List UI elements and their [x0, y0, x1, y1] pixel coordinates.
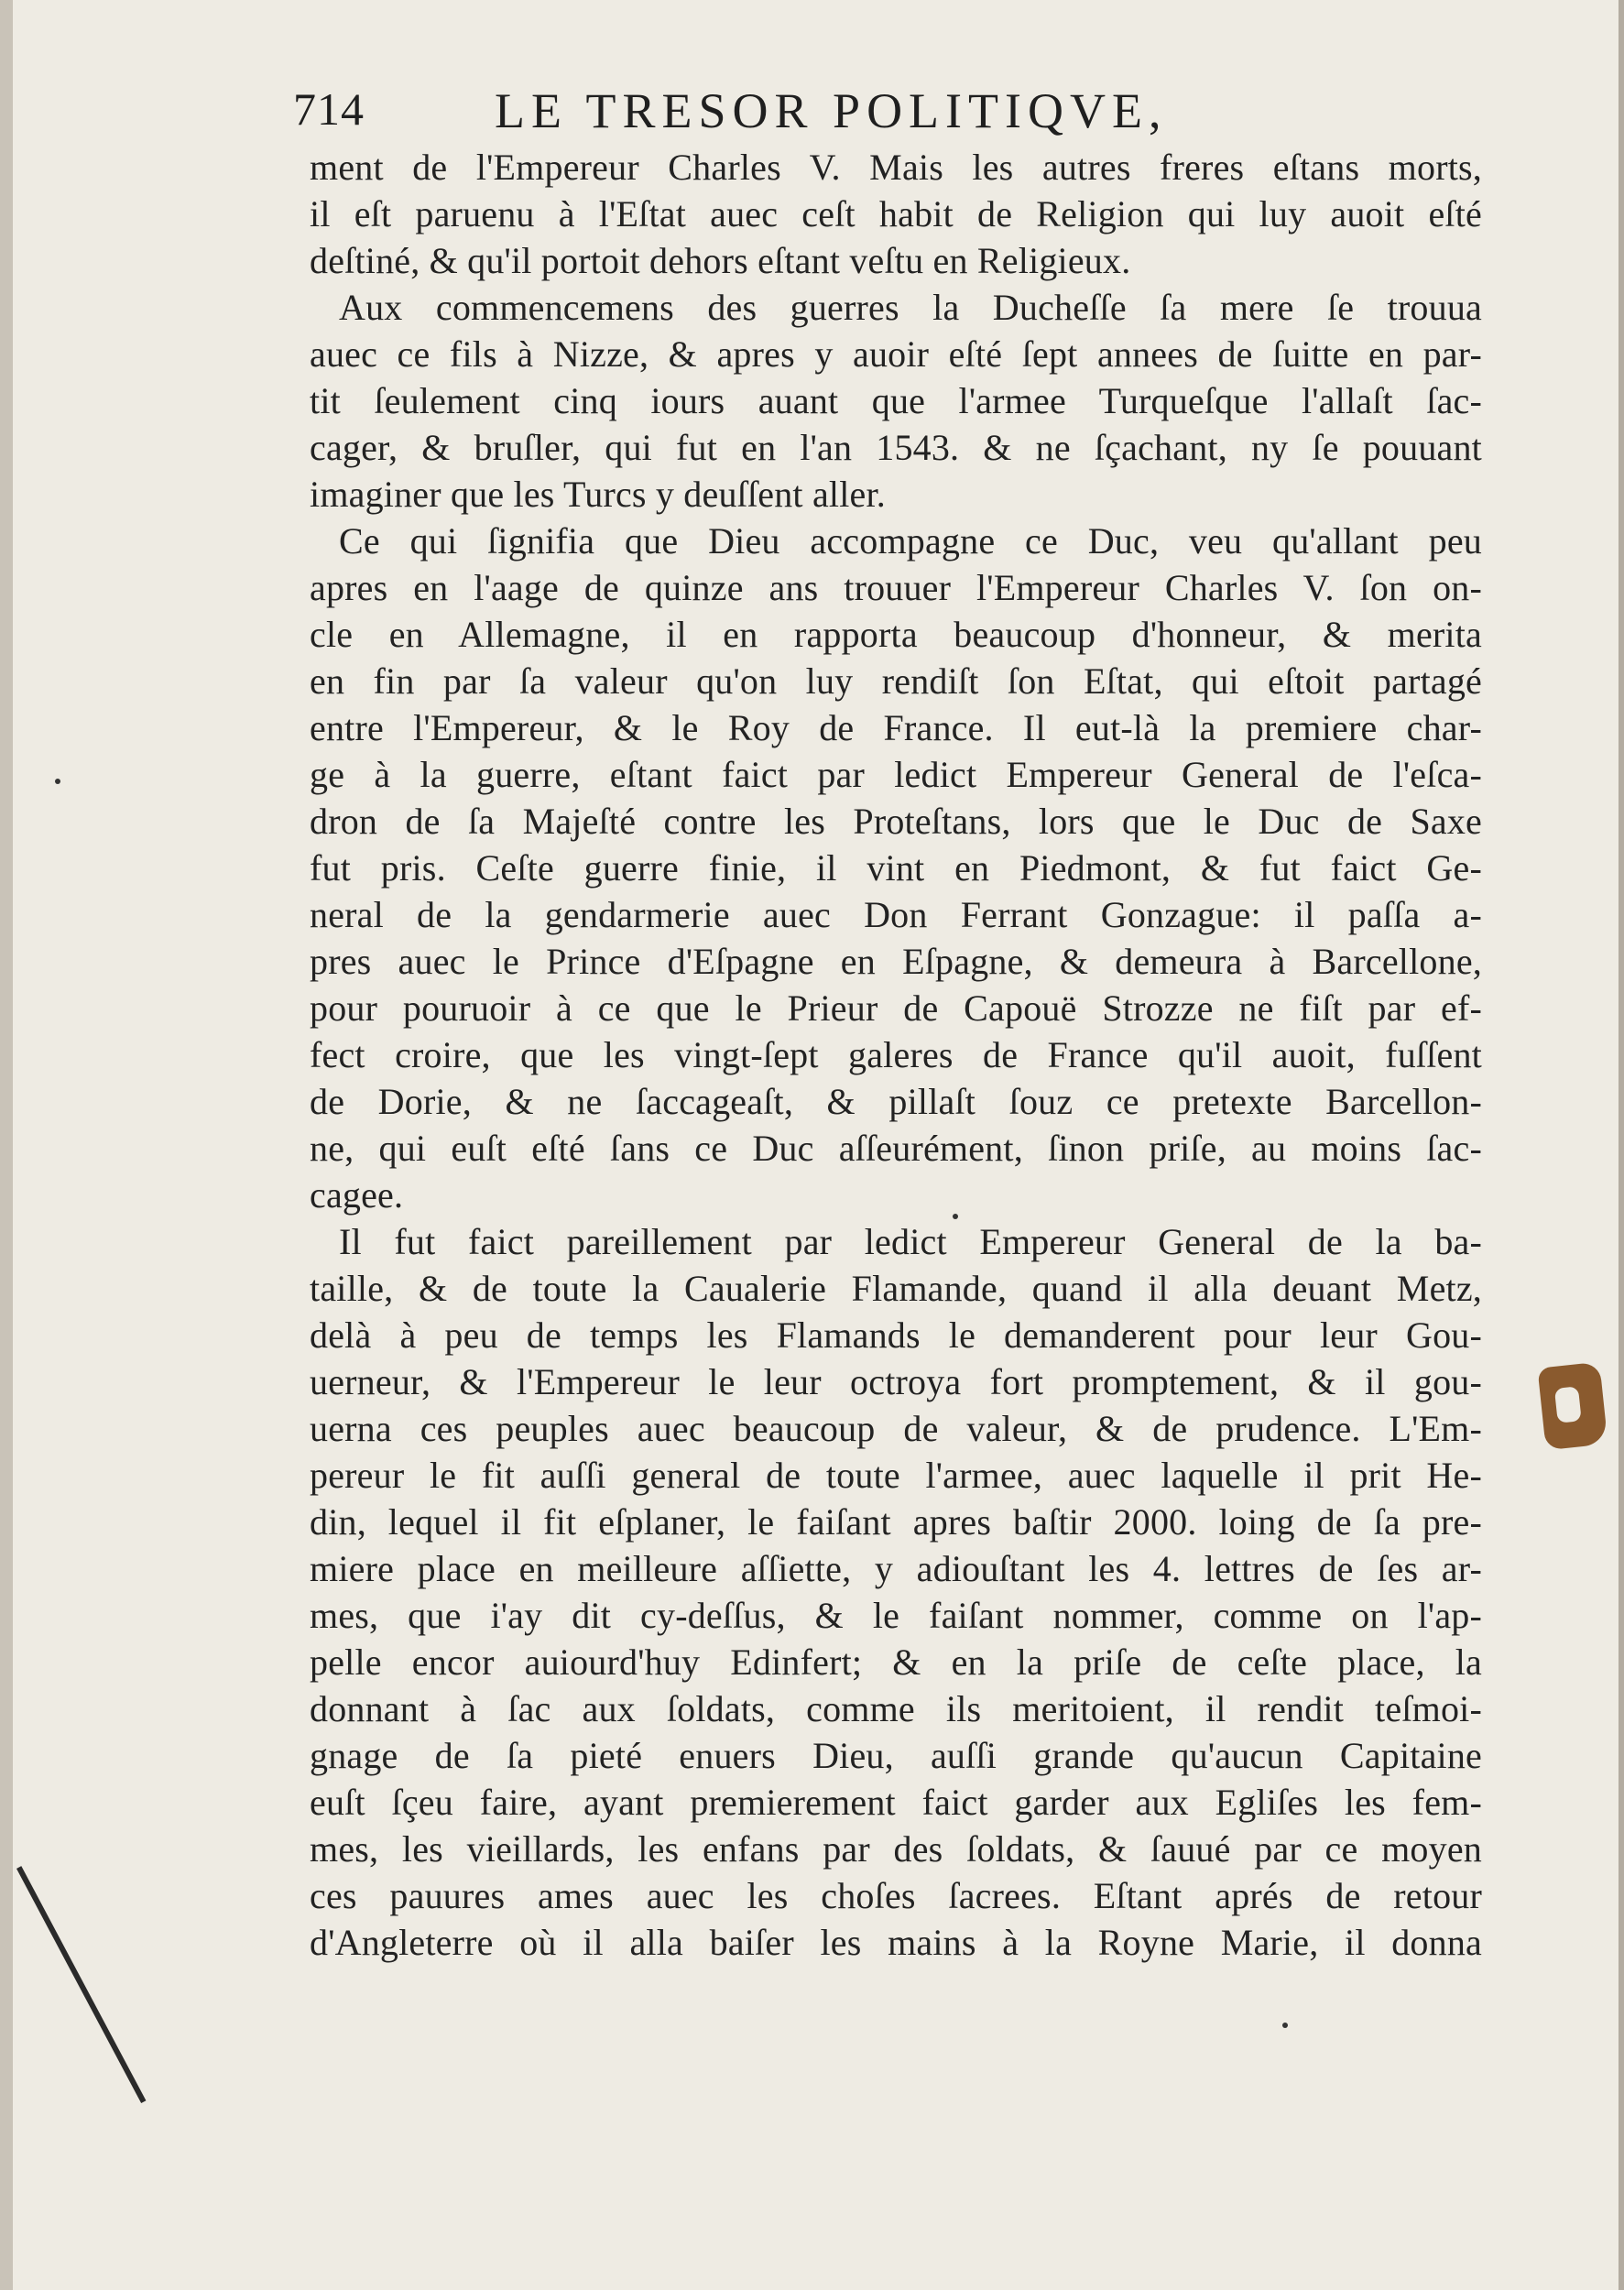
text-line: Il fut faict pareillement par ledict Empereur General de la ba-	[339, 1221, 1482, 1262]
text-line: ne, qui euſt eſté ſans ce Duc aſſeurément, ſinon priſe, au moins ſac-	[310, 1128, 1482, 1169]
text-line: pour pouruoir à ce que le Prieur de Capouë Strozze ne fiſt par ef-	[310, 987, 1482, 1029]
text-line: ment de l'Empereur Charles V. Mais les autres freres eſtans morts,	[310, 147, 1482, 188]
page-edge	[1619, 0, 1624, 2290]
text-line: pres auec le Prince d'Eſpagne en Eſpagne, & demeura à Barcellone,	[310, 941, 1482, 982]
text-line: il eſt paruenu à l'Eſtat auec ceſt habit de Religion qui luy auoit eſté	[310, 193, 1482, 234]
body-text	[310, 144, 1482, 1966]
page-gutter-shadow	[0, 0, 13, 2290]
text-line: de Dorie, & ne ſaccageaſt, & pillaſt ſouz ce pretexte Barcellon-	[310, 1081, 1482, 1122]
text-line: mes, les vieillards, les enfans par des ſoldats, & ſauué par ce moyen	[310, 1828, 1482, 1870]
text-line: en fin par ſa valeur qu'on luy rendiſt ſon Eſtat, qui eſtoit partagé	[310, 660, 1482, 702]
text-line: auec ce fils à Nizze, & apres y auoir eſté ſept annees de ſuitte en par-	[310, 333, 1482, 375]
text-line: uerneur, & l'Empereur le leur octroya fort promptement, & il gou-	[310, 1361, 1482, 1402]
text-line: Ce qui ſignifia que Dieu accompagne ce Duc, veu qu'allant peu	[339, 520, 1482, 562]
text-line: Aux commencemens des guerres la Ducheſſe ſa mere ſe trouua	[339, 287, 1482, 328]
text-line: pereur le fit auſſi general de toute l'armee, auec laquelle il prit He-	[310, 1455, 1482, 1496]
text-line: uerna ces peuples auec beaucoup de valeur, & de prudence. L'Em-	[310, 1408, 1482, 1449]
text-line: entre l'Empereur, & le Roy de France. Il eut-là la premiere char-	[310, 707, 1482, 748]
text-line: d'Angleterre où il alla baiſer les mains à la Royne Marie, il donna	[310, 1922, 1482, 1963]
text-line: donnant à ſac aux ſoldats, comme ils meritoient, il rendit teſmoi-	[310, 1688, 1482, 1729]
text-line: deſtiné, & qu'il portoit dehors eſtant veſtu en Religieux.	[310, 240, 1131, 281]
binding-tab	[1537, 1362, 1608, 1451]
text-line: miere place en meilleure aſſiette, y adiouſtant les 4. lettres de ſes ar-	[310, 1548, 1482, 1589]
text-line: ge à la guerre, eſtant faict par ledict Empereur General de l'eſca-	[310, 754, 1482, 795]
text-line: cager, & bruſler, qui fut en l'an 1543. & ne ſçachant, ny ſe pouuant	[310, 427, 1482, 468]
text-line: cle en Allemagne, il en rapporta beaucoup d'honneur, & merita	[310, 614, 1482, 655]
page-header	[293, 82, 1328, 147]
text-line: din, lequel il fit eſplaner, le faiſant apres baſtir 2000. loing de ſa pre-	[310, 1501, 1482, 1543]
ink-speck	[1282, 2023, 1288, 2028]
text-line: fut pris. Ceſte guerre finie, il vint en Piedmont, & fut faict Ge-	[310, 847, 1482, 889]
ink-speck	[55, 779, 60, 784]
text-line: neral de la gendarmerie auec Don Ferrant Gonzague: il paſſa a-	[310, 894, 1482, 935]
page-number: 714	[293, 83, 365, 135]
running-title: LE TRESOR POLITIQVE,	[495, 83, 1168, 138]
text-line: apres en l'aage de quinze ans trouuer l'Empereur Charles V. ſon on-	[310, 567, 1482, 608]
ink-speck	[953, 1214, 958, 1219]
text-line: taille, & de toute la Caualerie Flamande, quand il alla deuant Metz,	[310, 1268, 1482, 1309]
text-line: cagee.	[310, 1174, 404, 1216]
text-line: fect croire, que les vingt-ſept galeres de France qu'il auoit, fuſſent	[310, 1034, 1482, 1075]
text-line: euſt ſçeu faire, ayant premierement faict garder aux Egliſes les fem-	[310, 1782, 1482, 1823]
text-line: dron de ſa Majeſté contre les Proteſtans, lors que le Duc de Saxe	[310, 801, 1482, 842]
text-line: tit ſeulement cinq iours auant que l'armee Turqueſque l'allaſt ſac-	[310, 380, 1482, 421]
text-line: pelle encor auiourd'huy Edinfert; & en la priſe de ceſte place, la	[310, 1641, 1482, 1683]
text-line: ces pauures ames auec les choſes ſacrees. Eſtant aprés de retour	[310, 1875, 1482, 1916]
text-line: gnage de ſa pieté enuers Dieu, auſſi grande qu'aucun Capitaine	[310, 1735, 1482, 1776]
text-line: imaginer que les Turcs y deuſſent aller.	[310, 474, 886, 515]
text-line: mes, que i'ay dit cy-deſſus, & le faiſant nommer, comme on l'ap-	[310, 1595, 1482, 1636]
text-line: delà à peu de temps les Flamands le demanderent pour leur Gou-	[310, 1314, 1482, 1356]
